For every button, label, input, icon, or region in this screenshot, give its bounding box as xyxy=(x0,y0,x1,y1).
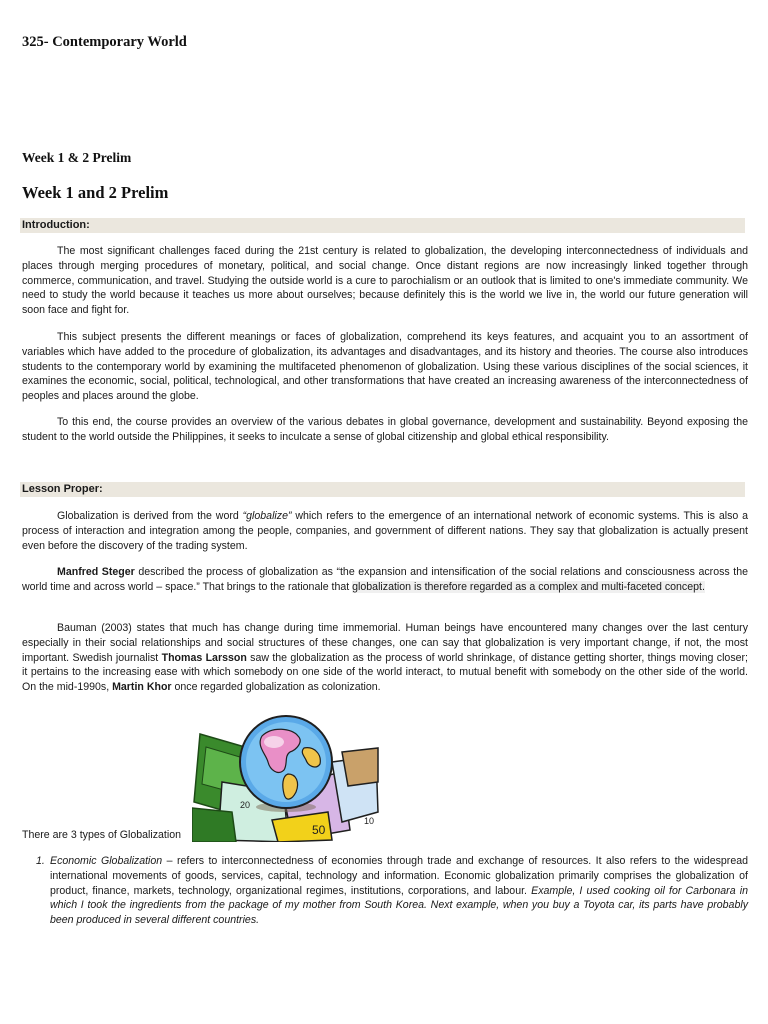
highlighted-text: globalization is therefore regarded as a complex and multi-faceted concept. xyxy=(352,580,705,593)
globe-with-money-icon xyxy=(192,712,380,842)
globalization-types-list xyxy=(22,854,748,928)
term-example: Example, I used cooking oil for Carbonara in which I took the ingredients from the package of my mother from South Korea. Next example, when you buy a Toyota car, its parts have probably been produced in several different countries. xyxy=(50,884,748,927)
lesson-p3-a: Bauman (2003) states that much has change during time immemorial. Human beings have encountered many changes over the last century especially in their social relationships and social structures of these changes, one can say that globalization is very important change, if not, the most important. Swedish journalist xyxy=(22,622,748,664)
lesson-p3-c: once regarded globalization as colonization. xyxy=(171,681,381,694)
term-economic-globalization: Economic Globalization xyxy=(50,855,163,867)
lesson-paragraph-2 xyxy=(22,565,748,595)
martin-khor-name: Martin Khor xyxy=(112,681,172,694)
week-title: Week 1 and 2 Prelim xyxy=(22,183,169,202)
list-number: 1. xyxy=(36,855,45,867)
bill-label-10: 10 xyxy=(364,816,375,826)
list-item xyxy=(22,854,748,928)
course-title: 325- Contemporary World xyxy=(22,34,187,50)
types-caption: There are 3 types of Globalization xyxy=(22,829,181,841)
lesson-p1-b: which refers to the emergence of an international network of economic systems. This is also a process of interaction and integration among the people, companies, and government of different nations. They say that globalization is actually present even before the discovery of the trading system. xyxy=(22,510,748,552)
lesson-p3-b: saw the globalization as the process of world shrinkage, of distance getting shorter, things moving closer; it pertains to the increasing ease with which somebody on one side of the world interact, to mutual benefit with somebody on the other side of the world. On the mid-1990s, xyxy=(22,651,748,694)
intro-paragraph-2 xyxy=(22,330,748,404)
bill-label-20: 20 xyxy=(240,800,251,810)
thomas-larsson-name: Thomas Larsson xyxy=(161,651,247,664)
intro-paragraph-3 xyxy=(22,415,748,445)
lesson-heading: Lesson Proper: xyxy=(20,482,745,497)
globalize-word: “globalize” xyxy=(242,510,292,522)
term-body: – refers to interconnectedness of economies through trade and exchange of resources. It also refers to the widespread international movements of goods, services, capital, technology and information. Economic globalization primarily comprises the globalization of product, finance, markets, technology, organizational regimes, institutions, corporations, and labour. xyxy=(50,855,748,897)
intro-p2-text: This subject presents the different meanings or faces of globalization, comprehend its keys features, and acquaint you to an assortment of variables which have added to the procedure of globalization, its advantages and disadvantages, and its history and theories. The course also introduces students to the contemporary world by examining the multifaceted phenomenon of globalization. Using these various disciplines of the social sciences, it examines the economic, social, political, technological, and other transformations that have created an increasing awareness of the interconnectedness of peoples and places around the globe. xyxy=(22,331,748,403)
lesson-p2-a: described the process of globalization as “the expansion and intensification of the social relations and consciousness across the world time and across world – space.” That brings to the rationale that xyxy=(22,566,748,593)
introduction-heading: Introduction: xyxy=(20,218,745,233)
intro-paragraph-1 xyxy=(22,244,748,318)
lesson-paragraph-3 xyxy=(22,621,748,695)
lesson-paragraph-1 xyxy=(22,509,748,553)
intro-p1-text: The most significant challenges faced during the 21st century is related to globalization, the developing interconnectedness of individuals and places through merging procedures of monetary, political, and social change. Once distant regions are now increasingly linked together through commerce, communication, and travel. Studying the outside world is a cure to parochialism or an outlook that is limited to one's immediate community. We need to study the world because it teaches us more about ourselves; because definitely this is the world we live in, the world our future generation will soon face and fight for. xyxy=(22,245,748,317)
intro-p3-text: To this end, the course provides an overview of the various debates in global governance, development and sustainability. Beyond exposing the student to the world outside the Philippines, it seeks to inculcate a sense of global citizenship and global ethical responsibility. xyxy=(22,416,748,443)
globe-with-money-image xyxy=(192,712,380,842)
week-subheading: Week 1 & 2 Prelim xyxy=(22,150,132,165)
manfred-steger-name: Manfred Steger xyxy=(57,566,135,578)
lesson-p1-a: Globalization is derived from the word xyxy=(57,510,243,522)
bill-label-50: 50 xyxy=(312,823,326,837)
